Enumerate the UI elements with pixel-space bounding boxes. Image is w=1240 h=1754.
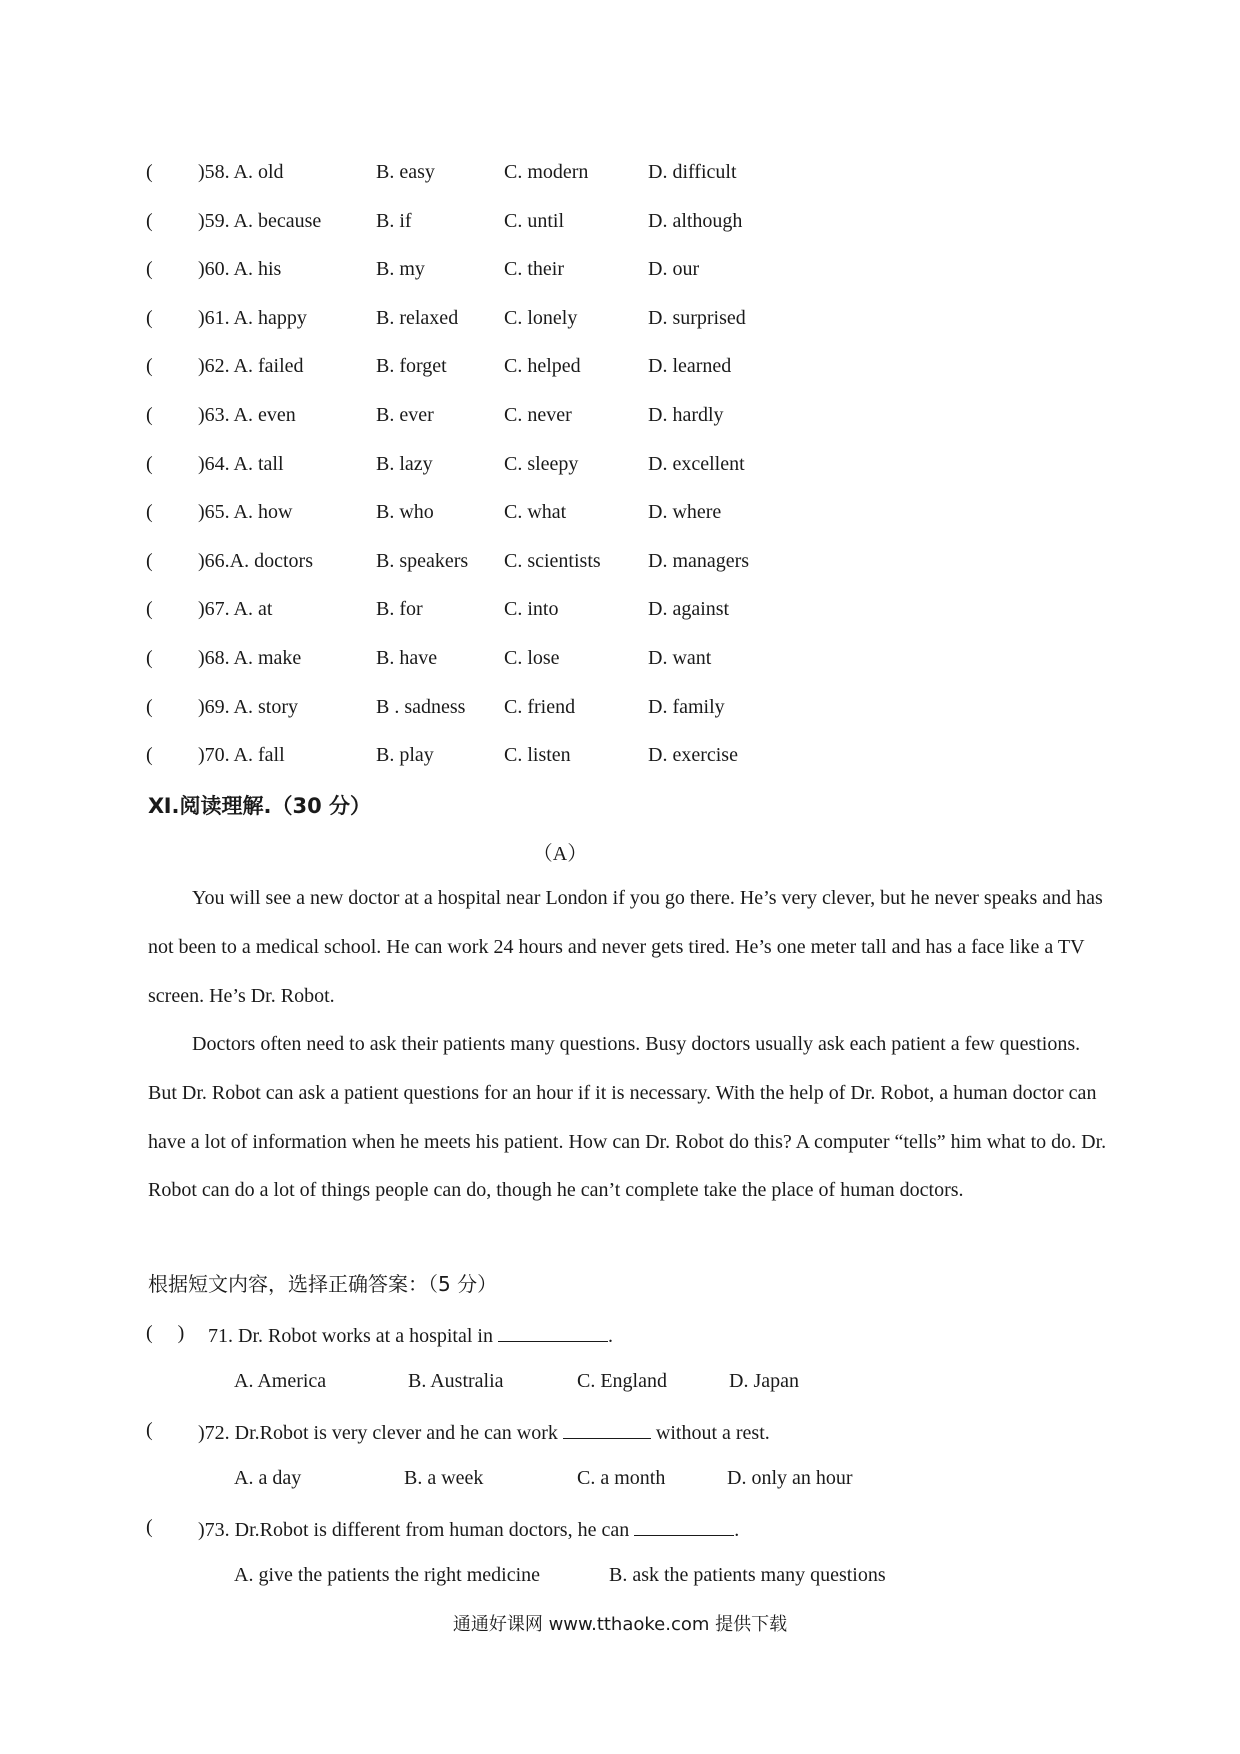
answer-paren[interactable]: ( (146, 598, 153, 621)
option-b[interactable]: B. play (376, 744, 434, 767)
cloze-row (0, 589, 1240, 629)
option-a[interactable]: )67. A. at (198, 598, 273, 621)
cloze-row (0, 152, 1240, 192)
option-d[interactable]: D. want (648, 647, 712, 669)
answer-paren[interactable]: ( (146, 355, 153, 378)
option-b[interactable]: B. for (376, 598, 423, 621)
footer-watermark: 通通好课网 www.tthaoke.com 提供下载 (452, 1614, 788, 1635)
answer-paren[interactable]: ( (146, 647, 153, 669)
answer-paren: ( ) (146, 1322, 185, 1344)
option-d[interactable]: D. excellent (648, 452, 745, 475)
option-c[interactable]: C. England (577, 1370, 667, 1392)
answer-blank[interactable] (634, 1507, 734, 1536)
option-a[interactable]: )65. A. how (198, 501, 293, 524)
option-c[interactable]: C. modern (504, 161, 589, 183)
question-stem (208, 1313, 613, 1356)
option-b[interactable]: B. ever (376, 404, 434, 426)
question-stem (198, 1410, 770, 1453)
option-d[interactable]: D. although (648, 209, 743, 232)
answer-paren[interactable]: ( (146, 306, 153, 329)
option-c[interactable]: C. lonely (504, 306, 578, 329)
answer-paren[interactable]: ( (146, 209, 153, 232)
option-d[interactable]: D. our (648, 258, 700, 281)
option-c[interactable]: C. a month (577, 1467, 666, 1489)
option-b[interactable]: B. have (376, 647, 438, 669)
answer-paren: ( (146, 1516, 153, 1538)
option-c[interactable]: C. helped (504, 355, 581, 378)
answer-paren[interactable]: ( (146, 501, 153, 524)
answer-paren[interactable]: ( (146, 549, 153, 572)
option-b[interactable]: B. forget (376, 355, 447, 378)
cloze-row (0, 346, 1240, 386)
option-b[interactable]: B. my (376, 258, 425, 281)
question-stem (198, 1507, 739, 1550)
option-a[interactable]: )70. A. fall (198, 744, 285, 767)
cloze-row (0, 395, 1240, 435)
stem-end: . (734, 1519, 740, 1541)
stem-text: )72. Dr.Robot is very clever and he can work (198, 1422, 558, 1444)
option-d[interactable]: D. surprised (648, 306, 746, 329)
cloze-row (0, 638, 1240, 678)
option-a[interactable]: )58. A. old (198, 161, 284, 183)
option-c[interactable]: C. never (504, 404, 572, 426)
option-c[interactable]: C. their (504, 258, 564, 281)
passage-label: （A） (532, 843, 588, 865)
stem-end: . (607, 1325, 613, 1347)
option-b[interactable]: B. speakers (376, 549, 469, 572)
option-a[interactable]: A. a day (234, 1467, 302, 1489)
option-b[interactable]: B. who (376, 501, 434, 524)
option-a[interactable]: A. give the patients the right medicine (234, 1564, 541, 1586)
option-b[interactable]: B. relaxed (376, 306, 459, 329)
option-c[interactable]: C. what (504, 501, 567, 524)
option-a[interactable]: )66.A. doctors (198, 549, 313, 572)
option-d[interactable]: D. managers (648, 549, 750, 572)
passage-paragraph-2 (148, 1020, 1108, 1215)
option-a[interactable]: )68. A. make (198, 647, 302, 669)
cloze-row (0, 444, 1240, 484)
option-d[interactable]: D. exercise (648, 744, 738, 767)
cloze-row (0, 735, 1240, 775)
answer-paren[interactable]: ( (146, 404, 153, 426)
answer-paren[interactable]: ( (146, 161, 153, 183)
answer-paren[interactable]: ( (146, 452, 153, 475)
paragraph-1-text: You will see a new doctor at a hospital near London if you go there. He’s very clever, but he never speaks and has not been to a medical school. He can work 24 hours and never gets tired. He’s one meter tall and has a face like a TV screen. He’s Dr. Robot. (148, 887, 1103, 1007)
option-d[interactable]: D. against (648, 598, 730, 621)
stem-text: 71. Dr. Robot works at a hospital in (208, 1325, 493, 1347)
cloze-row (0, 687, 1240, 727)
option-c[interactable]: C. lose (504, 647, 560, 669)
option-a[interactable]: A. America (234, 1370, 327, 1392)
option-a[interactable]: )60. A. his (198, 258, 282, 281)
option-a[interactable]: )64. A. tall (198, 452, 284, 475)
cloze-row (0, 541, 1240, 581)
option-b[interactable]: B. a week (404, 1467, 484, 1489)
option-a[interactable]: )69. A. story (198, 695, 298, 718)
paragraph-2-text: Doctors often need to ask their patients many questions. Busy doctors usually ask each patient a few questions. But Dr. Robot can ask a patient questions for an hour if it is necessary. With the help of Dr. Robot, a human doctor can have a lot of information when he meets his patient. How can Dr. Robot do this? A computer “tells” him what to do. Dr. Robot can do a lot of things people can do, though he can’t complete take the place of human doctors. (148, 1033, 1107, 1202)
option-c[interactable]: C. sleepy (504, 452, 579, 475)
option-c[interactable]: C. scientists (504, 549, 601, 572)
option-b[interactable]: B. if (376, 209, 412, 232)
question-73 (0, 1507, 1240, 1547)
option-d[interactable]: D. learned (648, 355, 732, 378)
answer-paren: ( (146, 1419, 153, 1441)
cloze-row (0, 492, 1240, 532)
question-71 (0, 1313, 1240, 1353)
option-b[interactable]: B . sadness (376, 695, 466, 718)
section-title: Ⅺ.阅读理解.（30 分） (148, 794, 372, 818)
option-b[interactable]: B. ask the patients many questions (609, 1564, 886, 1586)
question-71-options (0, 1361, 1240, 1401)
option-a[interactable]: )61. A. happy (198, 306, 307, 329)
question-73-options (0, 1555, 1240, 1595)
option-c[interactable]: C. friend (504, 695, 576, 718)
answer-paren[interactable]: ( (146, 695, 153, 718)
stem-text: )73. Dr.Robot is different from human doctors, he can (198, 1519, 630, 1541)
answer-blank[interactable] (563, 1410, 651, 1439)
question-72 (0, 1410, 1240, 1450)
passage-paragraph-1 (148, 874, 1108, 1020)
instruction: 根据短文内容，选择正确答案：（5 分） (148, 1272, 498, 1296)
option-b[interactable]: B. lazy (376, 452, 433, 475)
option-c[interactable]: C. into (504, 598, 559, 621)
option-d[interactable]: D. difficult (648, 161, 737, 183)
option-c[interactable]: C. until (504, 209, 565, 232)
answer-blank[interactable] (498, 1313, 608, 1342)
option-d[interactable]: D. hardly (648, 404, 724, 426)
answer-paren[interactable]: ( (146, 744, 153, 767)
option-d[interactable]: D. family (648, 695, 725, 718)
cloze-row (0, 298, 1240, 338)
option-c[interactable]: C. listen (504, 744, 571, 767)
answer-paren[interactable]: ( (146, 258, 153, 281)
stem-end: without a rest. (655, 1422, 770, 1444)
cloze-row (0, 249, 1240, 289)
option-d[interactable]: D. Japan (729, 1370, 799, 1392)
question-72-options (0, 1458, 1240, 1498)
option-b[interactable]: B. Australia (408, 1370, 504, 1392)
cloze-row (0, 201, 1240, 241)
option-a[interactable]: )62. A. failed (198, 355, 304, 378)
option-d[interactable]: D. only an hour (727, 1467, 853, 1489)
option-a[interactable]: )63. A. even (198, 404, 296, 426)
option-a[interactable]: )59. A. because (198, 209, 322, 232)
option-d[interactable]: D. where (648, 501, 722, 524)
option-b[interactable]: B. easy (376, 161, 435, 183)
